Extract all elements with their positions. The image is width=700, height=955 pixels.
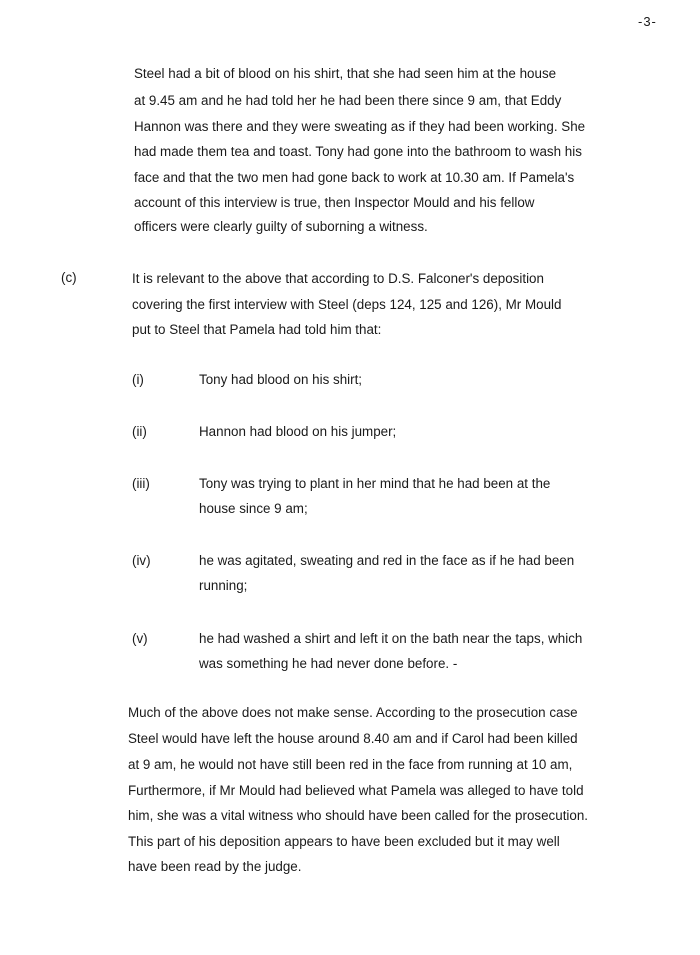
list-item-text: was something he had never done before. - bbox=[199, 656, 458, 671]
list-item-text: Tony was trying to plant in her mind that he had been at the bbox=[199, 476, 551, 491]
list-item-text: Hannon had blood on his jumper; bbox=[199, 424, 397, 439]
text-line: put to Steel that Pamela had told him that: bbox=[132, 322, 382, 337]
list-item-number: (iv) bbox=[132, 553, 151, 568]
text-line: Furthermore, if Mr Mould had believed what Pamela was alleged to have told bbox=[128, 783, 584, 798]
list-item-number: (iii) bbox=[132, 476, 150, 491]
text-line: face and that the two men had gone back to work at 10.30 am. If Pamela's bbox=[134, 170, 575, 185]
text-line: officers were clearly guilty of suborning a witness. bbox=[134, 219, 428, 234]
list-item-text: running; bbox=[199, 578, 248, 593]
list-item-text: he had washed a shirt and left it on the bath near the taps, which bbox=[199, 631, 583, 646]
text-line: covering the first interview with Steel (deps 124, 125 and 126), Mr Mould bbox=[132, 297, 562, 312]
page-number: -3- bbox=[638, 14, 657, 29]
text-line: It is relevant to the above that according to D.S. Falconer's deposition bbox=[132, 271, 544, 286]
text-line: account of this interview is true, then Inspector Mould and his fellow bbox=[134, 195, 535, 210]
text-line: at 9 am, he would not have still been red in the face from running at 10 am, bbox=[128, 757, 573, 772]
text-line: had made them tea and toast. Tony had gone into the bathroom to wash his bbox=[134, 144, 582, 159]
text-line: have been read by the judge. bbox=[128, 859, 302, 874]
list-item-number: (i) bbox=[132, 372, 144, 387]
list-item-text: house since 9 am; bbox=[199, 501, 308, 516]
text-line: Hannon was there and they were sweating as if they had been working. She bbox=[134, 119, 586, 134]
list-item-text: Tony had blood on his shirt; bbox=[199, 372, 363, 387]
list-item-number: (ii) bbox=[132, 424, 147, 439]
text-line: at 9.45 am and he had told her he had been there since 9 am, that Eddy bbox=[134, 93, 562, 108]
list-item-text: he was agitated, sweating and red in the face as if he had been bbox=[199, 553, 575, 568]
section-label: (c) bbox=[61, 270, 77, 285]
text-line: Much of the above does not make sense. According to the prosecution case bbox=[128, 705, 578, 720]
list-item-number: (v) bbox=[132, 631, 148, 646]
text-line: him, she was a vital witness who should have been called for the prosecution. bbox=[128, 808, 589, 823]
text-line: Steel had a bit of blood on his shirt, that she had seen him at the house bbox=[134, 66, 557, 81]
text-line: This part of his deposition appears to have been excluded but it may well bbox=[128, 834, 560, 849]
text-line: Steel would have left the house around 8.40 am and if Carol had been killed bbox=[128, 731, 578, 746]
